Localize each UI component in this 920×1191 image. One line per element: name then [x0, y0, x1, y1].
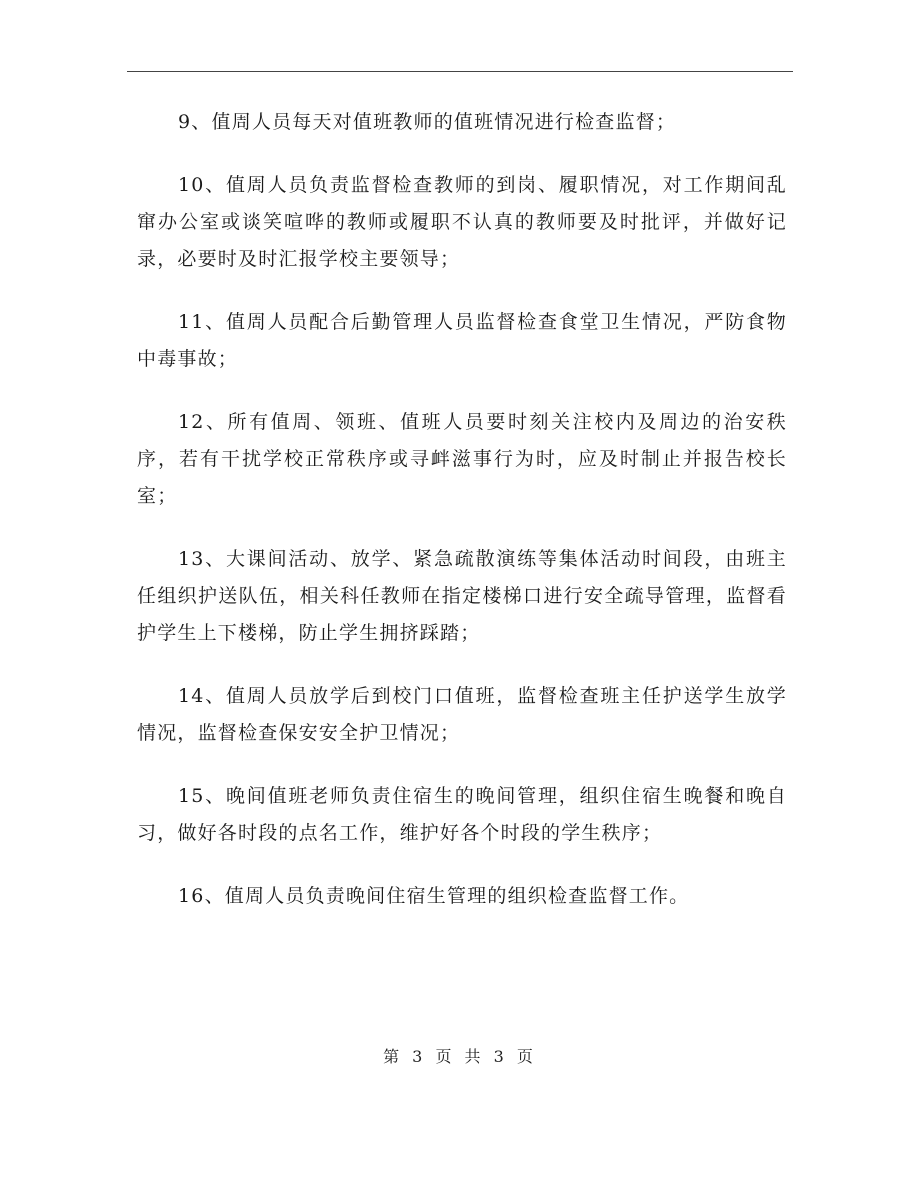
paragraph-10: 10、值周人员负责监督检查教师的到岗、履职情况，对工作期间乱窜办公室或谈笑喧哗的教师或履职不认真的教师要及时批评，并做好记录，必要时及时汇报学校主要领导； — [137, 174, 787, 270]
paragraph-11: 11、值周人员配合后勤管理人员监督检查食堂卫生情况，严防食物中毒事故； — [137, 311, 787, 370]
document-body — [137, 104, 787, 941]
paragraph-16: 16、值周人员负责晚间住宿生管理的组织检查监督工作。 — [178, 885, 690, 907]
paragraph-14: 14、值周人员放学后到校门口值班，监督检查班主任护送学生放学情况，监督检查保安安全护卫情况； — [137, 685, 787, 744]
paragraph-13: 13、大课间活动、放学、紧急疏散演练等集体活动时间段，由班主任组织护送队伍，相关科任教师在指定楼梯口进行安全疏导管理，监督看护学生上下楼梯，防止学生拥挤踩踏； — [137, 548, 787, 644]
page-number-footer: 第 3 页 共 3 页 — [383, 1047, 537, 1066]
paragraph-12: 12、所有值周、领班、值班人员要时刻关注校内及周边的治安秩序，若有干扰学校正常秩序或寻衅滋事行为时，应及时制止并报告校长室； — [137, 411, 787, 507]
paragraph-9: 9、值周人员每天对值班教师的值班情况进行检查监督； — [178, 111, 677, 133]
header-divider — [127, 71, 793, 72]
paragraph-15: 15、晚间值班老师负责住宿生的晚间管理，组织住宿生晚餐和晚自习，做好各时段的点名工作，维护好各个时段的学生秩序； — [137, 785, 787, 844]
